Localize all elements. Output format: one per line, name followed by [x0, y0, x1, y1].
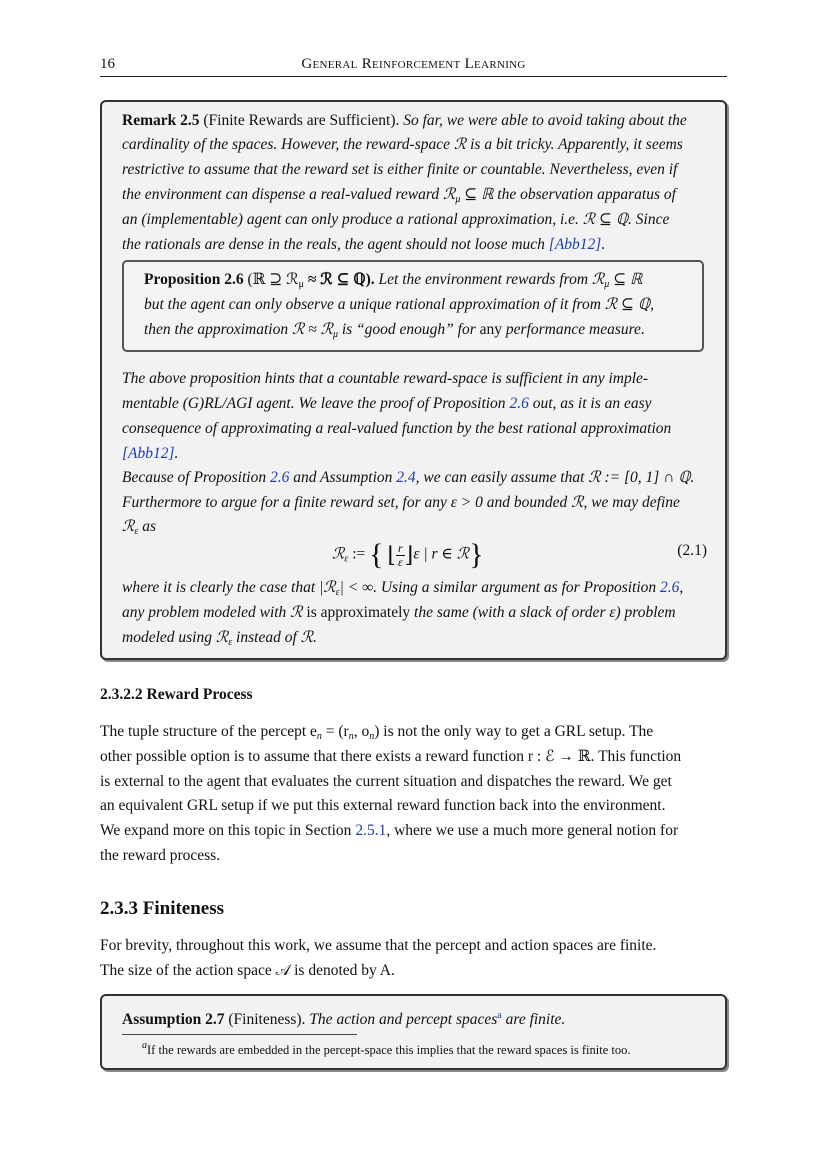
reward-line-5 [100, 819, 727, 843]
subscript-mu: μ [604, 279, 610, 290]
subscript-n: n [316, 731, 322, 742]
after-text: Because of Proposition [122, 469, 270, 486]
subscript-n: n [369, 731, 375, 742]
after-text: where it is clearly the case that |ℛ [122, 579, 336, 596]
right-brace: } [469, 538, 484, 571]
equation-term: := [348, 545, 370, 563]
equation-number: (2.1) [677, 542, 707, 559]
proposition-text: then the approximation ℛ ≈ ℛ [144, 321, 333, 338]
after-text: as [138, 518, 156, 535]
after-line-3: consequence of approximating a real-valued function by the best rational approximation [122, 420, 672, 437]
remark-text: . [601, 236, 606, 253]
fraction-numerator: r [396, 542, 405, 556]
reward-text: , where we use a much more general notion for [386, 822, 679, 839]
remark-text: ⊆ ℝ the observation apparatus of [460, 186, 676, 203]
page-number: 16 [100, 56, 115, 72]
left-brace: { [369, 538, 384, 571]
after-line-5 [122, 466, 694, 490]
proposition-name: (ℝ ⊇ ℛ [247, 271, 299, 288]
assumption-text: are finite. [501, 1011, 566, 1028]
subscript-eps: ε [344, 553, 349, 565]
after-text: out, as it is an easy [528, 395, 652, 412]
proposition-label: Proposition 2.6 [144, 271, 244, 288]
after-text: , we can easily assume that ℛ := [0, 1] ∩ ℚ. [415, 469, 695, 486]
assumption-ref-link[interactable]: 2.4 [396, 469, 416, 486]
footnote [142, 1040, 631, 1058]
after-line-2 [122, 392, 652, 416]
equation-2-1 [332, 538, 484, 572]
proposition-text: any [479, 321, 503, 338]
after-text: modeled using ℛ [122, 629, 229, 646]
finite-line-2: The size of the action space 𝒜 is denoted by A. [100, 962, 395, 979]
proposition-line-3 [144, 318, 645, 347]
remark-line-3: restrictive to assume that the reward set is either finite or countable. Nevertheless, even if [122, 161, 678, 178]
right-floor: ⌋ [404, 542, 414, 567]
after-line-1: The above proposition hints that a countable reward-space is sufficient in any imple- [122, 370, 649, 387]
equation-term: ℛ [332, 545, 345, 563]
reward-text: ) is not the only way to get a GRL setup. The [374, 723, 654, 740]
subscript-n: n [348, 731, 354, 742]
after-text: ℛ [122, 518, 135, 535]
proposition-ref-link[interactable]: 2.6 [660, 579, 680, 596]
citation-link[interactable]: [Abb12] [548, 236, 602, 253]
after-line-7 [122, 515, 156, 544]
reward-text: , o [353, 723, 370, 740]
after-text: is approximately [306, 604, 411, 621]
subscript-eps: ε [335, 587, 340, 598]
fraction [396, 542, 405, 569]
subscript-mu: μ [455, 194, 461, 205]
after-line-10 [122, 626, 317, 655]
remark-line-6 [122, 233, 605, 257]
after-text: , [679, 579, 684, 596]
proposition-ref-link[interactable]: 2.6 [269, 469, 290, 486]
after-line-9 [122, 601, 676, 625]
remark-box [100, 100, 727, 660]
assumption-label: Assumption 2.7 [122, 1011, 225, 1028]
reward-line-4: an equivalent GRL setup if we put this external reward function back into the environment. [100, 797, 666, 814]
remark-text: the rationals are dense in the reals, the agent should not loose much [122, 236, 549, 253]
assumption-line [122, 1004, 565, 1032]
remark-line-1 [122, 109, 687, 133]
remark-line-5: an (implementable) agent can only produce a rational approximation, i.e. ℛ ⊆ ℚ. Since [122, 211, 670, 228]
subscript-mu: μ [298, 279, 305, 290]
footnote-marker[interactable]: a [497, 1010, 502, 1021]
footnote-rule [122, 1034, 357, 1035]
subscript-eps: ε [134, 526, 139, 537]
proposition-box [122, 260, 704, 352]
assumption-box [100, 994, 727, 1070]
finite-line-1: For brevity, throughout this work, we assume that the percept and action spaces are finite. [100, 937, 657, 954]
section-ref-link[interactable]: 2.5.1 [355, 822, 387, 839]
after-text: mentable (G)RL/AGI agent. We leave the proof of Proposition [122, 395, 510, 412]
reward-line-2: other possible option is to assume that there exists a reward function r : ℰ → ℝ. This function [100, 748, 682, 765]
proposition-line-2: but the agent can only observe a unique rational approximation of it from ℛ ⊆ ℚ, [144, 296, 654, 313]
left-floor: ⌊ [387, 542, 397, 567]
subsection-heading: 2.3.3 Finiteness [100, 898, 225, 919]
after-text: the same (with a slack of order ε) problem [410, 604, 676, 621]
subsubsection-heading: 2.3.2.2 Reward Process [100, 686, 253, 703]
remark-text: So far, we were able to avoid taking about the [399, 112, 687, 129]
remark-name: (Finite Rewards are Sufficient). [203, 112, 400, 129]
remark-text: the environment can dispense a real-valued reward ℛ [122, 186, 456, 203]
remark-label: Remark 2.5 [122, 112, 200, 129]
equation-term: ε | r ∈ ℛ [413, 545, 470, 563]
fraction-denominator: ε [398, 554, 403, 569]
subscript-eps: ε [228, 637, 233, 648]
after-text: any problem modeled with ℛ [122, 604, 307, 621]
running-title: General Reinforcement Learning [301, 56, 526, 72]
after-text: . [174, 445, 179, 462]
after-line-6: Furthermore to argue for a finite reward set, for any ε > 0 and bounded ℛ, we may define [122, 494, 680, 511]
proposition-ref-link[interactable]: 2.6 [509, 395, 529, 412]
reward-text: = (r [321, 723, 349, 740]
reward-line-3: is external to the agent that evaluates the current situation and dispatches the reward. We get [100, 773, 672, 790]
subscript-mu: μ [332, 329, 338, 340]
reward-text: We expand more on this topic in Section [100, 822, 356, 839]
footnote-text: If the rewards are embedded in the percept-space this implies that the reward spaces is finite too. [147, 1043, 631, 1057]
after-line-4 [122, 442, 178, 466]
proposition-text: performance measure. [502, 321, 645, 338]
after-text: and Assumption [289, 469, 397, 486]
assumption-text: The action and percept spaces [305, 1011, 498, 1028]
running-header [100, 56, 727, 77]
proposition-text: is “good enough” for [337, 321, 480, 338]
remark-line-2: cardinality of the spaces. However, the reward-space ℛ is a bit tricky. Apparently, it seems [122, 136, 683, 153]
citation-link[interactable]: [Abb12] [122, 445, 175, 462]
footnote-mark: a [142, 1040, 147, 1051]
proposition-text: ⊆ ℝ [609, 271, 643, 288]
proposition-name: ≈ ℛ ⊆ ℚ). [304, 271, 375, 288]
reward-line-6: the reward process. [100, 847, 221, 864]
after-text: | < ∞. Using a similar argument as for Proposition [339, 579, 661, 596]
reward-text: The tuple structure of the percept e [100, 723, 317, 740]
proposition-text: Let the environment rewards from ℛ [374, 271, 605, 288]
assumption-name: (Finiteness). [228, 1011, 306, 1028]
after-text: instead of ℛ. [232, 629, 317, 646]
